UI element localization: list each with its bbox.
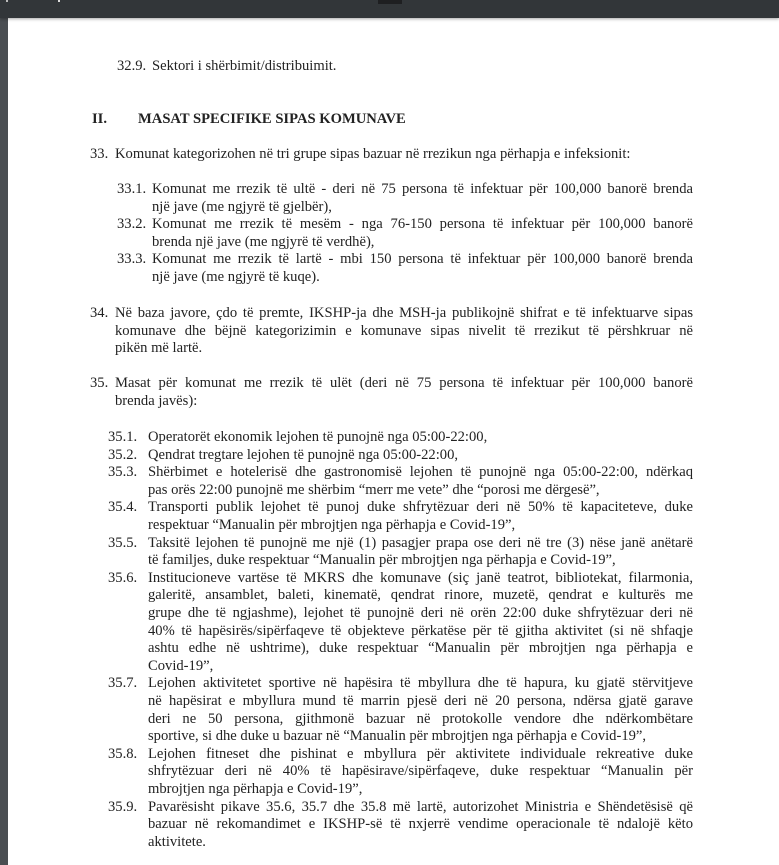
toolbar-glyph (6, 0, 8, 2)
viewer-toolbar (0, 0, 779, 18)
sub-item-number: 35.9. (108, 798, 138, 815)
sub-item-line: galeritë, ansamblet, baleti, kinematë, qendrat rinore, muzetë, qendrat e kulturës me (148, 587, 693, 604)
toolbar-glyph (58, 0, 60, 2)
item-line: pikën më lartë. (115, 340, 203, 357)
sub-item-line: Komunat me rrezik të ultë - deri në 75 persona të infektuar për 100,000 banorë brenda (152, 181, 693, 197)
sub-item-line: pas orës 22:00 punojnë me shërbim “merr me vete” dhe “porosi me dërgesë”, (148, 481, 600, 498)
sub-item-number: 33.1. (117, 181, 147, 197)
sub-item-line: deri ne 50 persona, gjithmonë bazuar në protokolle vendore dhe ndërkombëtare (148, 710, 693, 727)
sub-item-number: 35.5. (108, 534, 138, 551)
sub-item-line: në hapësirat e mbyllura mund të marrin pjesë deri në 20 persona, ndërsa gjatë garave (148, 693, 693, 709)
sub-item-number: 35.1. (108, 429, 138, 445)
sub-item-line: shfrytëzuar deri në 40% të hapësirave/sipërfaqeve, duke respektuar “Manualin për (148, 763, 693, 780)
item-line: komunave dhe bëjnë kategorizimin e komunave sipas nivelit të rrezikut të përshkruar në (115, 322, 693, 339)
item-line: brenda javës): (115, 392, 198, 409)
sub-item-line: 40% të hapësirës/sipërfaqeve të objekteve përkatëse për të gjitha aktivitet (si në shfaqje (148, 622, 693, 639)
sub-item-line: Komunat me rrezik të mesëm - nga 76-150 persona të infektuar për 100,000 banorë (152, 216, 693, 233)
sub-item-line: Covid-19”, (148, 657, 214, 674)
sub-item-line: Lejohen aktivitetet sportive në hapësira të mbyllura dhe të hapura, ku gjatë stërvitjeve (148, 675, 693, 692)
left-scroll-edge (0, 18, 8, 865)
sub-item-line: brenda një jave (me ngjyrë të verdhë), (152, 233, 375, 250)
item-text: Sektori i shërbimit/distribuimit. (152, 58, 337, 74)
sub-item-line: Komunat me rrezik të lartë - mbi 150 persona të infektuar për 100,000 banorë brenda (152, 251, 693, 268)
sub-item-line: Operatorët ekonomik lejohen të punojnë nga 05:00-22:00, (148, 429, 488, 445)
section-number: II. (92, 111, 108, 127)
sub-item-line: Taksitë lejohen të punojnë me një (1) pasagjer prapa ose deri në tre (3) nëse janë anëtarë (148, 534, 693, 551)
item-number: 32.9. (117, 58, 147, 74)
item-number: 35. (90, 375, 109, 391)
sub-item-line: të familjes, duke respektuar “Manualin për mbrojtjen nga përhapja e Covid-19”, (148, 552, 616, 569)
sub-item-line: aktivitete. (148, 833, 206, 850)
sub-item-line: Shërbimet e hotelerisë dhe gastronomisë lejohen të punojnë nga 05:00-22:00, ndërkaq (148, 464, 693, 481)
sub-item-number: 33.2. (117, 216, 147, 233)
sub-item-number: 35.4. (108, 499, 138, 516)
sub-item-line: një jave (me ngjyrë të gjelbër), (152, 198, 332, 215)
page-indicator (378, 0, 402, 4)
sub-item-line: Transporti publik lejohet të punoj duke shfrytëzuar deri në 50% të kapaciteteve, duke (148, 499, 693, 516)
sub-item-number: 35.2. (108, 446, 138, 463)
item-line: Në baza javore, çdo të premte, IKSHP-ja dhe MSH-ja publikojnë shifrat e të infektuarve sipas (115, 305, 693, 321)
sub-item-number: 35.7. (108, 675, 138, 692)
sub-item-line: respektuar “Manualin për mbrojtjen nga përhapja e Covid-19”, (148, 517, 516, 533)
sub-item-line: mbrojtjen nga përhapja e Covid-19”, (148, 781, 363, 797)
document-page (8, 18, 779, 865)
sub-item-line: një jave (me ngjyrë të kuqe). (152, 269, 320, 285)
sub-item-line: Institucioneve vartëse të MKRS dhe komunave (siç janë teatrot, bibliotekat, filarmonia, (148, 569, 693, 586)
sub-item-line: Qendrat tregtare lejohen të punojnë nga 05:00-22:00, (148, 446, 459, 463)
sub-item-line: grupe dhe të ngjashme), lejohet të punojnë deri në orën 22:00 duke shfrytëzuar deri në (148, 605, 693, 621)
item-text: Komunat kategorizohen në tri grupe sipas bazuar në rrezikun nga përhapja e infeksionit: (115, 146, 631, 162)
sub-item-line: Pavarësisht pikave 35.6, 35.7 dhe 35.8 më lartë, autorizohet Ministria e Shëndetësisë që (148, 798, 693, 815)
sub-item-line: bazuar në rekomandimet e IKSHP-së të nxjerrë vendime operacionale të ndalojë këto (148, 816, 693, 833)
sub-item-number: 35.8. (108, 745, 138, 762)
sub-item-line: Lejohen fitneset dhe pishinat e mbyllura për aktivitete individuale rekreative duke (148, 745, 693, 762)
sub-item-line: sportive, si dhe duke u bazuar në “Manualin për mbrojtjen nga përhapja e Covid-19”, (148, 728, 647, 745)
sub-item-number: 35.3. (108, 464, 138, 481)
item-line: Masat për komunat me rrezik të ulët (deri në 75 persona të infektuar për 100,000 banorë (115, 375, 693, 391)
sub-item-line: ashtu edhe në ushtrime), duke respektuar “Manualin për mbrojtjen nga përhapja e (148, 640, 693, 657)
sub-item-number: 35.6. (108, 569, 138, 586)
section-title: MASAT SPECIFIKE SIPAS KOMUNAVE (138, 111, 406, 127)
item-number: 33. (90, 146, 109, 162)
sub-item-number: 33.3. (117, 251, 147, 268)
item-number: 34. (90, 305, 109, 321)
